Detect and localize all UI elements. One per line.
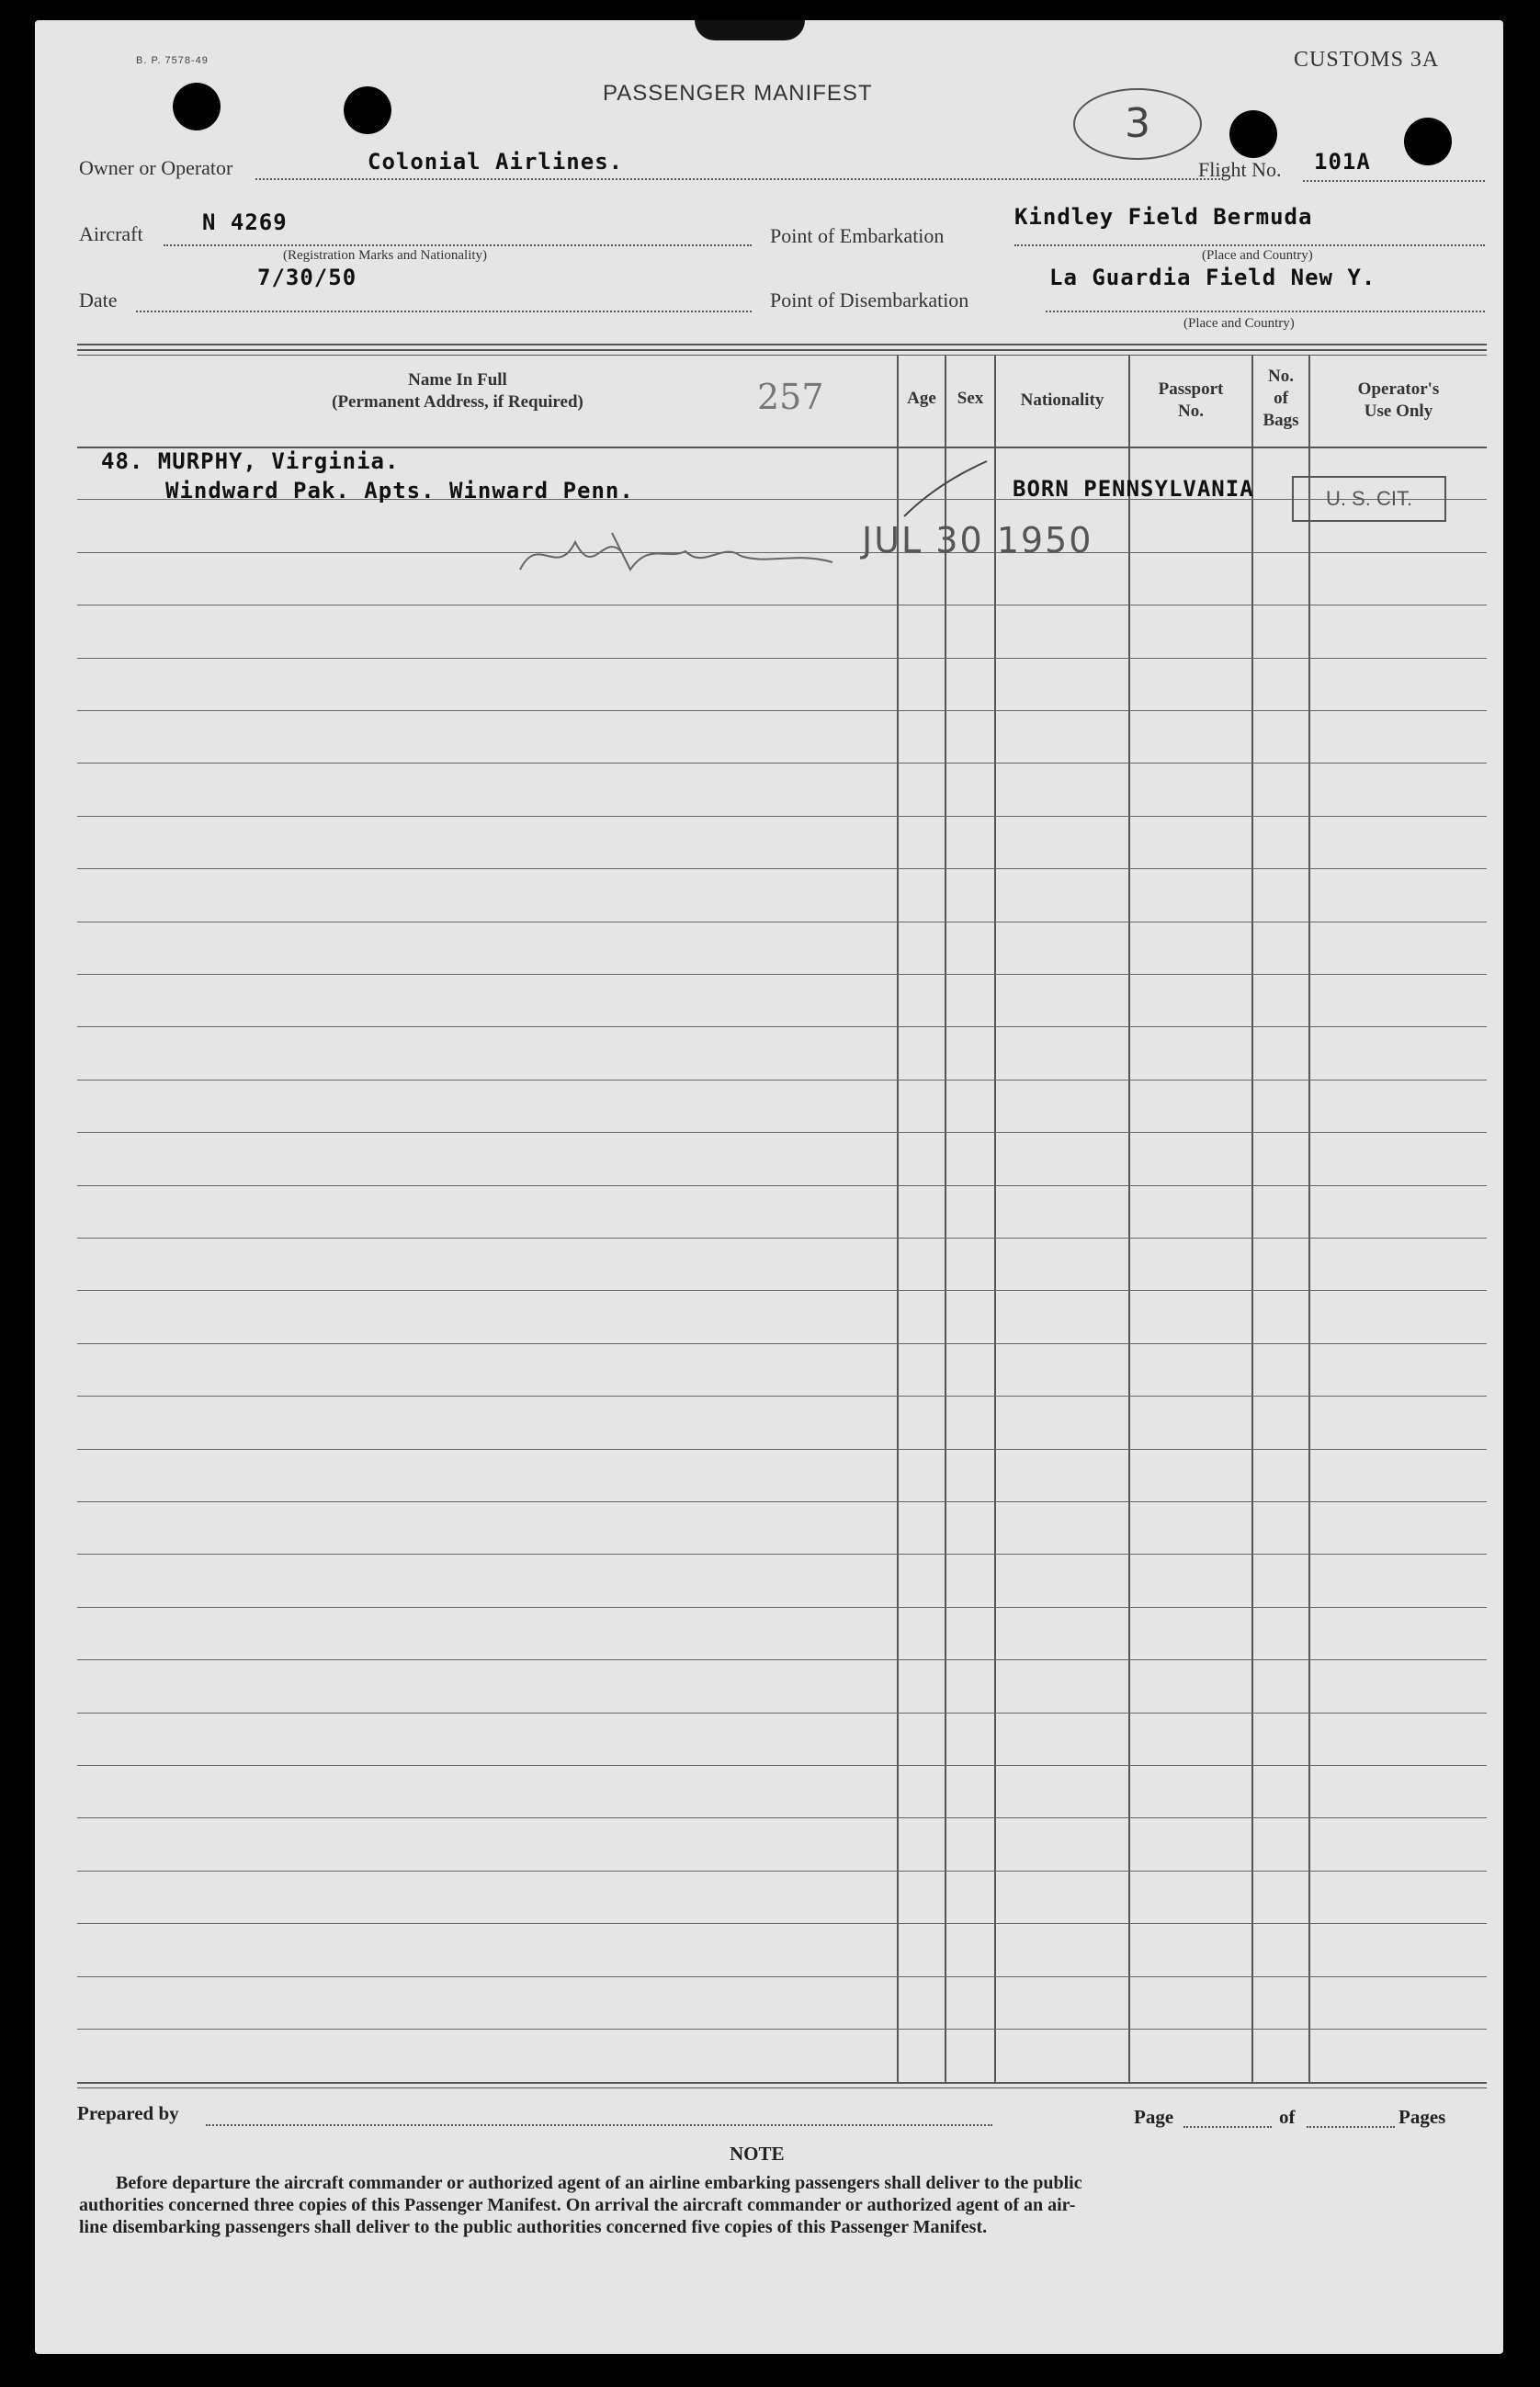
manifest-title: PASSENGER MANIFEST: [603, 81, 873, 106]
row-rule: [77, 1132, 1487, 1133]
column-divider: [1308, 355, 1310, 2082]
table-bottom-rule: [77, 2087, 1487, 2088]
aircraft-value: N 4269: [202, 209, 288, 235]
citizenship-stamp: U. S. CIT.: [1292, 476, 1446, 522]
operator-header: Operator's Use Only: [1357, 379, 1440, 421]
owner-value: Colonial Airlines.: [368, 149, 624, 175]
row-rule: [77, 974, 1487, 975]
column-divider: [994, 355, 996, 2082]
row-rule: [77, 1554, 1487, 1555]
table-top-rule: [77, 349, 1487, 351]
note-title: NOTE: [730, 2143, 785, 2165]
embarkation-label: Point of Embarkation: [770, 224, 945, 247]
flight-value: 101A: [1314, 149, 1371, 175]
date-line: [136, 311, 752, 312]
row-rule: [77, 1765, 1487, 1766]
note-body: Before departure the aircraft commander or authorized agent of an airline embarking passengers shall deliver to the public authorities concerned three copies of this Passenger Manifest. On arrival the aircraft commander or authorized agent of an air- line disembarking passengers shall deliver to the public authorities concerned five copies of this Passenger Manifest.: [79, 2173, 1082, 2237]
row-rule: [77, 1817, 1487, 1818]
row-rule: [77, 710, 1487, 711]
passenger-name: 48. MURPHY, Virginia.: [101, 448, 400, 474]
passport-header: Passport No.: [1158, 379, 1224, 421]
owner-line: [255, 178, 1220, 180]
disembarkation-line: [1046, 311, 1485, 312]
page-line: [1183, 2126, 1272, 2128]
inspector-signature: [502, 515, 869, 588]
age-header: Age: [907, 389, 936, 408]
row-rule: [77, 1343, 1487, 1344]
row-rule: [77, 1290, 1487, 1291]
disembarkation-caption: (Place and Country): [1183, 316, 1295, 331]
embarkation-caption: (Place and Country): [1202, 248, 1313, 263]
owner-label: Owner or Operator: [79, 156, 233, 179]
top-tear-mark: [695, 20, 805, 40]
customs-code: CUSTOMS 3A: [1294, 48, 1440, 72]
row-rule: [77, 1185, 1487, 1186]
prepared-by-label: Prepared by: [77, 2102, 179, 2124]
row-rule: [77, 1659, 1487, 1660]
row-rule: [77, 1238, 1487, 1239]
row-rule: [77, 1607, 1487, 1608]
passenger-address: Windward Pak. Apts. Winward Penn.: [165, 478, 634, 503]
row-rule: [77, 1026, 1487, 1027]
age-slash-mark: [899, 458, 991, 522]
date-value: 7/30/50: [257, 265, 357, 290]
column-divider: [1128, 355, 1130, 2082]
sex-header: Sex: [957, 389, 984, 408]
nationality-header: Nationality: [1020, 390, 1104, 410]
date-stamp: JUL 30 1950: [862, 520, 1093, 560]
pages-label: Pages: [1398, 2106, 1446, 2128]
row-rule: [77, 1713, 1487, 1714]
row-rule: [77, 1976, 1487, 1977]
aircraft-caption: (Registration Marks and Nationality): [283, 248, 488, 263]
row-rule: [77, 658, 1487, 659]
table-bottom-rule: [77, 2082, 1487, 2084]
row-rule: [77, 1923, 1487, 1924]
column-divider: [897, 355, 899, 2082]
of-label: of: [1279, 2106, 1296, 2128]
circled-number: 3: [1073, 88, 1202, 160]
punch-hole: [173, 83, 221, 130]
stamp-number: 257: [757, 377, 824, 417]
disembarkation-value: La Guardia Field New Y.: [1049, 265, 1376, 290]
row-rule: [77, 763, 1487, 764]
disembarkation-label: Point of Disembarkation: [770, 288, 969, 311]
date-label: Date: [79, 288, 118, 311]
table-top-rule: [77, 344, 1487, 345]
punch-hole: [1229, 110, 1277, 158]
row-rule: [77, 1449, 1487, 1450]
row-rule: [77, 2029, 1487, 2030]
bags-header: No. of Bags: [1263, 367, 1299, 430]
row-rule: [77, 1396, 1487, 1397]
row-rule: [77, 1501, 1487, 1502]
name-header: Name In Full (Permanent Address, if Required): [332, 370, 583, 412]
manifest-sheet: [35, 20, 1503, 2354]
prepared-by-line: [206, 2124, 992, 2126]
punch-hole: [1404, 118, 1452, 165]
punch-hole: [344, 86, 391, 134]
page-label: Page: [1134, 2106, 1174, 2128]
row-rule: [77, 868, 1487, 869]
flight-label: Flight No.: [1198, 158, 1282, 181]
aircraft-line: [164, 244, 752, 246]
row-rule: [77, 816, 1487, 817]
embarkation-value: Kindley Field Bermuda: [1014, 204, 1313, 230]
table-top-rule: [77, 355, 1487, 356]
column-divider: [945, 355, 946, 2082]
of-line: [1307, 2126, 1395, 2128]
flight-line: [1303, 180, 1485, 182]
aircraft-label: Aircraft: [79, 222, 143, 245]
column-divider: [1251, 355, 1253, 2082]
passenger-nationality: BORN PENNSYLVANIA: [1013, 476, 1254, 502]
row-rule: [77, 1871, 1487, 1872]
embarkation-line: [1014, 244, 1485, 246]
form-code: B. P. 7578-49: [136, 55, 209, 66]
